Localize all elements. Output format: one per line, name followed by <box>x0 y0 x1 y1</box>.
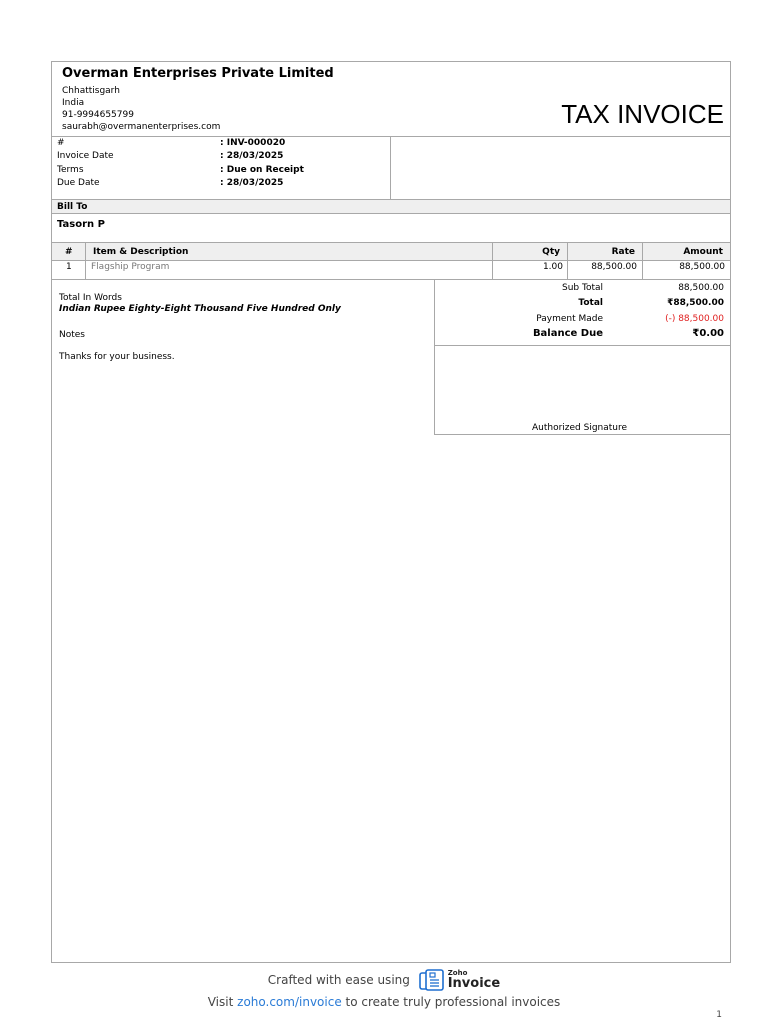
total-in-words-label: Total In Words <box>59 293 122 303</box>
table-bottom-line <box>52 279 730 280</box>
zoho-logo-big-text: Invoice <box>447 976 501 991</box>
table-row-qty: 1.00 <box>542 262 563 272</box>
payment-made-label: Payment Made <box>536 314 603 324</box>
zoho-logo-small-text: Zoho <box>447 969 468 977</box>
balance-due-value: ₹0.00 <box>692 328 724 339</box>
header-divider <box>52 136 730 137</box>
column-header-item: Item & Description <box>93 247 189 257</box>
total-label: Total <box>578 298 603 308</box>
column-header-amount: Amount <box>683 247 723 257</box>
total-in-words-text: Indian Rupee Eighty-Eight Thousand Five Hundred Only <box>59 304 341 314</box>
footer-visit-prefix: Visit <box>207 995 234 1009</box>
bill-to-name: Tasorn P <box>57 219 105 230</box>
authorized-signature-label: Authorized Signature <box>532 423 628 433</box>
column-header-rate: Rate <box>611 247 635 257</box>
zoho-invoice-link[interactable]: zoho.com/invoice <box>237 995 342 1009</box>
zoho-invoice-logo <box>418 968 500 992</box>
invoice-sheet <box>51 61 731 963</box>
sub-total-value: 88,500.00 <box>678 283 724 293</box>
balance-due-label: Balance Due <box>532 328 603 339</box>
summary-bottom-line <box>434 345 730 346</box>
total-value: ₹88,500.00 <box>667 298 724 308</box>
column-header-qty: Qty <box>542 247 560 257</box>
payment-made-value: (-) 88,500.00 <box>665 314 724 324</box>
table-row-number: 1 <box>66 262 72 272</box>
sub-total-label: Sub Total <box>561 283 603 293</box>
col-divider-4 <box>642 242 643 279</box>
notes-label: Notes <box>59 330 85 340</box>
col-divider-1 <box>85 242 86 279</box>
footer-crafted-text: Crafted with ease using <box>267 973 410 987</box>
col-divider-3 <box>567 242 568 279</box>
invoice-number-label: # <box>57 138 65 148</box>
meta-divider <box>390 136 391 199</box>
company-state: Chhattisgarh <box>62 86 120 96</box>
table-row-rate: 88,500.00 <box>591 262 637 272</box>
invoice-number-value: : INV-000020 <box>220 138 286 148</box>
invoice-date-label: Invoice Date <box>57 151 114 161</box>
footer-crafted <box>0 968 768 996</box>
col-divider-2 <box>492 242 493 279</box>
bill-to-header <box>52 199 730 214</box>
table-row-amount: 88,500.00 <box>679 262 725 272</box>
zoho-invoice-icon <box>418 968 446 992</box>
terms-value: : Due on Receipt <box>220 165 304 175</box>
invoice-date-value: : 28/03/2025 <box>220 151 284 161</box>
items-table-header <box>52 242 730 261</box>
notes-text: Thanks for your business. <box>59 352 175 362</box>
document-title: TAX INVOICE <box>561 99 724 129</box>
company-name: Overman Enterprises Private Limited <box>62 66 334 81</box>
column-header-number: # <box>65 247 73 257</box>
company-phone: 91-9994655799 <box>62 110 134 120</box>
summary-divider <box>434 279 435 435</box>
bill-to-label: Bill To <box>57 202 88 212</box>
page-number: 1 <box>716 1010 722 1020</box>
due-date-value: : 28/03/2025 <box>220 178 284 188</box>
due-date-label: Due Date <box>57 178 100 188</box>
footer-visit-suffix: to create truly professional invoices <box>345 995 561 1009</box>
company-email: saurabh@overmanenterprises.com <box>62 122 221 132</box>
footer-visit <box>0 995 768 1009</box>
signature-bottom-line <box>434 434 730 435</box>
terms-label: Terms <box>57 165 84 175</box>
company-country: India <box>62 98 85 108</box>
table-row-item: Flagship Program <box>91 262 170 272</box>
